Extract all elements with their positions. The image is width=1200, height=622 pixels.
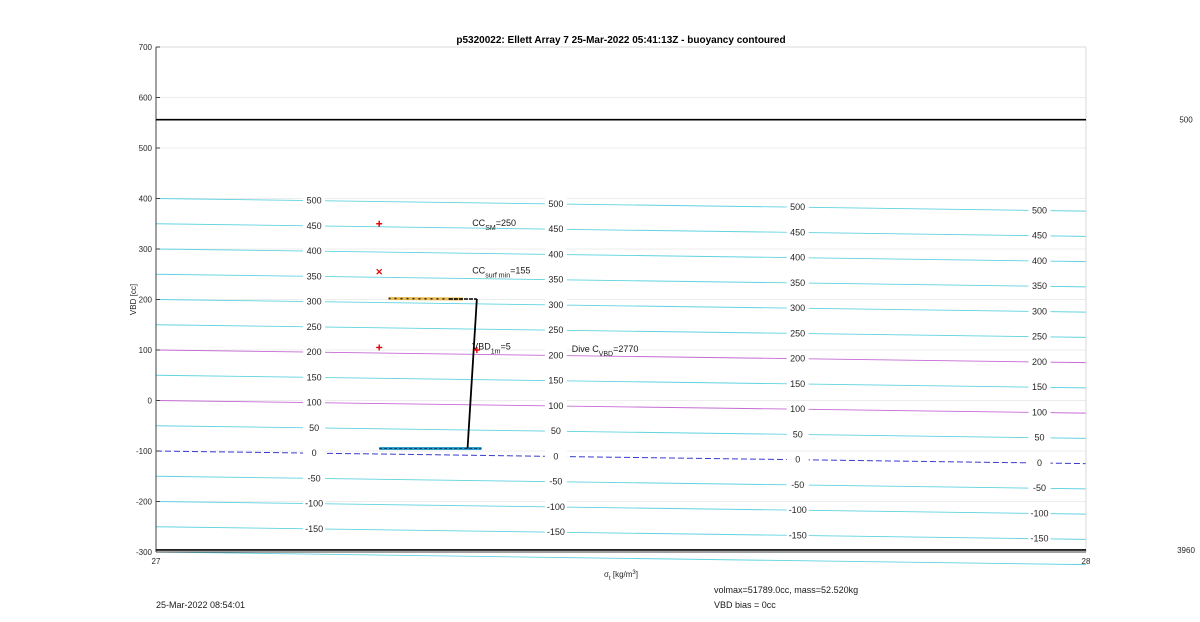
- contour-label: -150: [305, 523, 324, 534]
- contour-label: 400: [1031, 255, 1048, 266]
- contour-line: [156, 300, 1086, 313]
- contour-line: [156, 274, 1086, 287]
- y-tick-label: -300: [135, 548, 152, 557]
- contour-label: 450: [790, 227, 806, 238]
- contour-label: 100: [790, 404, 806, 415]
- contour-label: 350: [1031, 281, 1048, 292]
- chart-annotation: $VBD_{1m}=5$: [472, 341, 511, 355]
- contour-label: -50: [307, 473, 321, 484]
- chart-title: p5320022: Ellett Array 7 25-Mar-2022 05:41:13Z - buoyancy contoured: [456, 35, 786, 46]
- contour-label: 300: [790, 303, 806, 314]
- data-marker: [376, 221, 382, 227]
- contour-line: [156, 552, 1086, 565]
- contour-label: 400: [306, 246, 322, 257]
- contour-line: [156, 325, 1086, 338]
- contour-label: -100: [788, 505, 807, 516]
- contour-label: 150: [1031, 382, 1048, 393]
- contour-label: 50: [792, 429, 803, 440]
- contour-line: [156, 426, 1086, 439]
- x-tick-label: 28: [1081, 557, 1091, 566]
- y-tick-label: 0: [147, 396, 152, 406]
- footer-vbd-bias: VBD bias = 0cc: [714, 600, 776, 610]
- contour-label: 150: [790, 378, 806, 389]
- contour-label: 450: [548, 224, 564, 235]
- contour-label: -150: [546, 527, 565, 538]
- contour-line: [156, 224, 1086, 237]
- contour-label: 450: [306, 220, 322, 231]
- y-tick-label: 600: [138, 93, 152, 103]
- contour-label: 100: [306, 397, 322, 408]
- contour-label: 450: [1031, 230, 1048, 241]
- contour-label: 350: [548, 274, 564, 285]
- contour-label: 100: [548, 400, 564, 411]
- y-tick-label: 400: [138, 194, 152, 204]
- contour-label: 300: [548, 299, 564, 310]
- contour-label: 200: [548, 350, 564, 361]
- contour-label: 250: [1031, 331, 1048, 342]
- grid-layer: [156, 47, 1086, 552]
- contour-label: -100: [546, 501, 565, 512]
- contour-label: -50: [549, 476, 563, 487]
- contour-label: 300: [306, 296, 322, 307]
- chart-annotation: Dive $C_{VBD}=2770$: [571, 344, 639, 358]
- contour-line: [156, 249, 1086, 262]
- contour-label: 0: [311, 448, 317, 459]
- contour-label: 50: [550, 426, 561, 437]
- footer-volmax: volmax=51789.0cc, mass=52.520kg: [714, 585, 859, 595]
- contour-label: 100: [1031, 407, 1048, 418]
- contour-label: 400: [548, 249, 564, 260]
- dive-trace-layer: [379, 298, 481, 448]
- contour-label: -150: [788, 530, 807, 541]
- contour-label: 200: [1031, 356, 1048, 367]
- contour-label: 400: [790, 252, 806, 263]
- y-tick-label: -100: [135, 447, 152, 456]
- y-tick-label: 300: [138, 245, 152, 254]
- contour-label: 250: [790, 328, 806, 339]
- contour-line: [156, 199, 1086, 212]
- x-tick-label: 27: [151, 557, 161, 566]
- contour-line: [156, 476, 1086, 489]
- contour-label: 250: [548, 325, 564, 336]
- contour-label: 0: [553, 451, 559, 462]
- contour-line: [156, 502, 1086, 515]
- dive-trace-profile: [468, 299, 477, 448]
- chart-annotation: $CC_{SM}=250$: [472, 217, 516, 232]
- contour-label: 150: [306, 372, 322, 383]
- contour-label: 50: [1034, 432, 1045, 443]
- contour-line: [156, 401, 1086, 414]
- contour-label: 500: [790, 202, 806, 213]
- contour-label: 300: [1031, 306, 1048, 317]
- y-tick-label: 200: [138, 295, 152, 305]
- y-tick-label: 100: [138, 346, 152, 355]
- y-tick-label: 700: [138, 43, 152, 52]
- y-tick-label: -200: [135, 497, 152, 507]
- contour-label: 250: [306, 321, 322, 332]
- limit-line-label: 3960: [1177, 545, 1195, 555]
- marker-layer: [376, 221, 480, 353]
- contour-label: 0: [1036, 457, 1043, 468]
- contour-label: 500: [548, 198, 564, 209]
- contour-label: -50: [1032, 483, 1047, 494]
- x-axis-label: $\sigma_t$ $[kg/m^3]$: [604, 570, 638, 582]
- contour-label: 50: [309, 422, 320, 433]
- y-axis-label: VBD [cc]: [129, 283, 138, 316]
- contour-label: 150: [548, 375, 564, 386]
- limit-line-label: 500: [1179, 115, 1193, 125]
- contour-line: [156, 527, 1086, 540]
- contour-label: 200: [306, 347, 322, 358]
- contour-line: [156, 375, 1086, 388]
- contour-label: -50: [791, 479, 805, 490]
- contour-label: 350: [790, 277, 806, 288]
- data-marker: [377, 269, 382, 274]
- contour-label: 200: [790, 353, 806, 364]
- contour-layer: [156, 195, 1086, 565]
- y-tick-label: 500: [138, 144, 152, 153]
- contour-label: 500: [306, 195, 322, 206]
- footer-timestamp: 25-Mar-2022 08:54:01: [156, 600, 246, 610]
- contour-label: 500: [1031, 205, 1048, 216]
- contour-label: 0: [795, 454, 801, 465]
- contour-label: -150: [1030, 533, 1049, 544]
- contour-label: -100: [1030, 508, 1049, 519]
- annotation-layer: [472, 217, 639, 361]
- contour-label: 350: [306, 271, 322, 282]
- contour-line: [156, 451, 1086, 464]
- contour-label: -100: [305, 498, 324, 509]
- chart-annotation: $CC_{surf min}=155$: [472, 265, 531, 280]
